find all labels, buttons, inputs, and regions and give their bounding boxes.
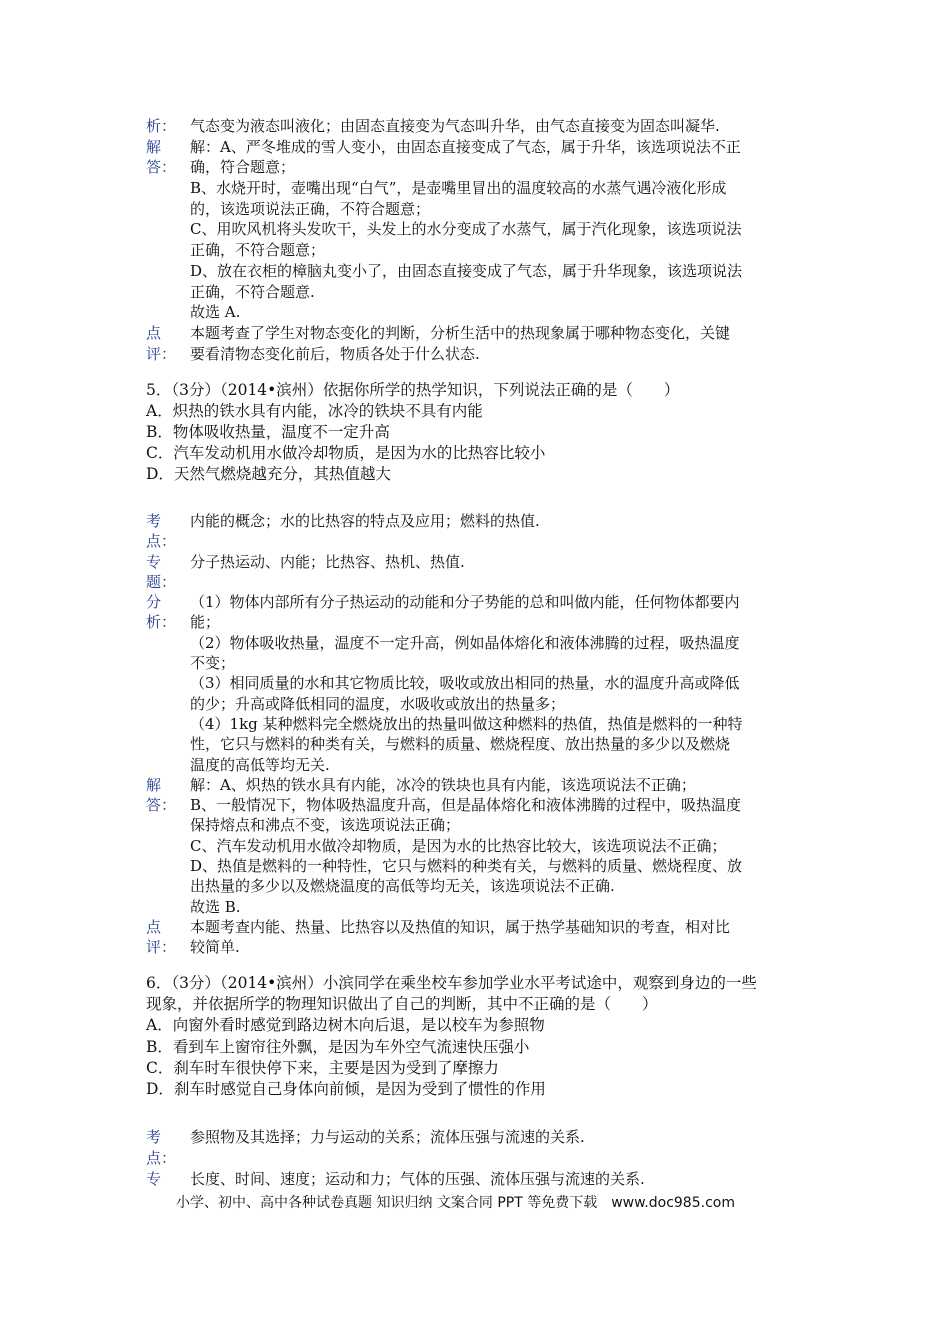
question-text: B．物体吸收热量，温度不一定升高 — [146, 423, 390, 441]
question-stem — [0, 380, 950, 401]
analysis-row — [0, 199, 950, 220]
analysis-row — [0, 653, 950, 673]
analysis-row — [0, 937, 950, 957]
question-text: A．炽热的铁水具有内能，冰冷的铁块不具有内能 — [146, 402, 483, 420]
analysis-row — [0, 178, 950, 199]
analysis-row — [0, 856, 950, 876]
analysis-text: C、用吹风机将头发吹干，头发上的水分变成了水蒸气，属于汽化现象，该选项说法 — [190, 220, 742, 239]
analysis-text: 故选 A. — [190, 303, 241, 322]
analysis-row — [0, 511, 950, 531]
analysis-text: （3）相同质量的水和其它物质比较，吸收或放出相同的热量，水的温度升高或降低 — [190, 674, 740, 693]
question-text: 现象，并依据所学的物理知识做出了自己的判断，其中不正确的是（ ） — [146, 995, 658, 1014]
section-label: 点： — [146, 1149, 177, 1167]
analysis-text: 本题考查了学生对物态变化的判断，分析生活中的热现象属于哪种物态变化，关键 — [190, 323, 731, 342]
analysis-text: 不变； — [190, 654, 236, 673]
analysis-text: C、汽车发动机用水做冷却物质，是因为水的比热容比较大，该选项说法不正确； — [190, 836, 727, 855]
section-label: 答： — [146, 158, 177, 177]
section-label: 考 — [146, 512, 162, 530]
analysis-text: 解：A、炽热的铁水具有内能，冰冷的铁块也具有内能，该选项说法不正确； — [190, 775, 696, 794]
analysis-row — [0, 734, 950, 754]
analysis-text: 能； — [190, 613, 221, 632]
analysis-text: 参照物及其选择；力与运动的关系；流体压强与流速的关系. — [190, 1128, 585, 1146]
section-label: 分 — [146, 593, 162, 612]
analysis-row — [0, 673, 950, 693]
q4-analysis-block — [0, 116, 950, 364]
analysis-text: 出热量的多少以及燃烧温度的高低等均无关，该选项说法不正确. — [190, 877, 615, 896]
analysis-row — [0, 137, 950, 158]
analysis-text: （1）物体内部所有分子热运动的动能和分子势能的总和叫做内能，任何物体都要内 — [190, 593, 740, 612]
analysis-text: 性，它只与燃料的种类有关，与燃料的质量、燃烧程度、放出热量的多少以及燃烧 — [190, 735, 731, 754]
analysis-text: D、热值是燃料的一种特性，它只与燃料的种类有关，与燃料的质量、燃烧程度、放 — [190, 857, 743, 876]
question-option — [0, 1015, 950, 1036]
analysis-row — [0, 612, 950, 632]
q6-question — [0, 973, 950, 1100]
q5-question — [0, 380, 950, 485]
analysis-text: B、水烧开时，壶嘴出现“白气”，是壶嘴里冒出的温度较高的水蒸气遇冷液化形成 — [190, 179, 727, 198]
question-text: 6．（3分）（2014•滨州）小滨同学在乘坐校车参加学业水平考试途中，观察到身边的一些 — [146, 974, 757, 992]
analysis-row — [0, 116, 950, 137]
analysis-text: 较简单. — [190, 938, 240, 957]
analysis-text: 的，该选项说法正确，不符合题意； — [190, 199, 431, 218]
analysis-text: 温度的高低等均无关. — [190, 755, 330, 774]
section-label: 专 — [146, 1170, 162, 1188]
section-label: 题： — [146, 572, 177, 591]
question-text: D．天然气燃烧越充分，其热值越大 — [146, 465, 391, 483]
analysis-text: B、一般情况下，物体吸热温度升高，但是晶体熔化和液体沸腾的过程中，吸热温度 — [190, 796, 742, 815]
analysis-row — [0, 795, 950, 815]
analysis-text: 确，符合题意； — [190, 158, 296, 177]
question-option — [0, 1037, 950, 1058]
analysis-row — [0, 219, 950, 240]
analysis-row — [0, 1148, 950, 1169]
question-option — [0, 464, 950, 485]
analysis-text: （2）物体吸收热量，温度不一定升高，例如晶体熔化和液体沸腾的过程，吸热温度 — [190, 633, 740, 652]
analysis-text: 气态变为液态叫液化；由固态直接变为气态叫升华，由气态直接变为固态叫凝华. — [190, 117, 720, 135]
section-label: 点 — [146, 917, 162, 936]
question-text: C．刹车时车很快停下来，主要是因为受到了摩擦力 — [146, 1058, 499, 1077]
section-label: 答： — [146, 796, 177, 815]
section-label: 析： — [146, 613, 177, 632]
q5-analysis-block — [0, 511, 950, 958]
analysis-text: D、放在衣柜的樟脑丸变小了，由固态直接变成了气态，属于升华现象，该选项说法 — [190, 261, 743, 280]
analysis-text: 内能的概念；水的比热容的特点及应用；燃料的热值. — [190, 512, 540, 530]
question-text: 5．（3分）（2014•滨州）依据你所学的热学知识，下列说法正确的是（ ） — [146, 381, 680, 399]
analysis-text: 保持熔点和沸点不变，该选项说法正确； — [190, 816, 461, 835]
analysis-row — [0, 323, 950, 344]
analysis-row — [0, 1169, 950, 1190]
analysis-row — [0, 157, 950, 178]
question-option — [0, 1058, 950, 1079]
question-stem — [0, 973, 950, 994]
analysis-text: 解：A、严冬堆成的雪人变小，由固态直接变成了气态，属于升华，该选项说法不正 — [190, 137, 741, 156]
analysis-row — [0, 240, 950, 261]
analysis-text: 正确，不符合题意. — [190, 282, 315, 301]
section-label: 析： — [146, 117, 177, 135]
footer-ad: 小学、初中、高中各种试卷真题 知识归纳 文案合同 PPT 等免费下载 www.doc985.com — [176, 1195, 735, 1211]
section-label: 专 — [146, 552, 162, 571]
analysis-row — [0, 1127, 950, 1148]
question-text: C．汽车发动机用水做冷却物质，是因为水的比热容比较小 — [146, 444, 546, 462]
analysis-row — [0, 694, 950, 714]
analysis-row — [0, 261, 950, 282]
analysis-row — [0, 714, 950, 734]
analysis-row — [0, 282, 950, 303]
section-label: 解 — [146, 137, 162, 156]
section-label: 点 — [146, 323, 162, 342]
question-text: B．看到车上窗帘往外飘，是因为车外空气流速快压强小 — [146, 1037, 530, 1056]
analysis-row — [0, 344, 950, 365]
section-label: 评： — [146, 344, 177, 363]
analysis-row — [0, 592, 950, 612]
analysis-text: 分子热运动、内能；比热容、热机、热值. — [190, 552, 465, 571]
q6-analysis-block — [0, 1127, 950, 1190]
analysis-text: 长度、时间、速度；运动和力；气体的压强、流体压强与流速的关系. — [190, 1170, 645, 1188]
question-text: A．向窗外看时感觉到路边树木向后退，是以校车为参照物 — [146, 1016, 545, 1035]
analysis-row — [0, 552, 950, 572]
section-label: 评： — [146, 938, 177, 957]
analysis-text: 要看清物态变化前后，物质各处于什么状态. — [190, 344, 480, 363]
analysis-row — [0, 775, 950, 795]
question-option — [0, 401, 950, 422]
analysis-text: 正确，不符合题意； — [190, 241, 326, 260]
section-label: 解 — [146, 775, 162, 794]
analysis-text: 故选 B. — [190, 897, 241, 916]
question-option — [0, 994, 950, 1015]
analysis-row — [0, 836, 950, 856]
question-option — [0, 422, 950, 443]
analysis-row — [0, 302, 950, 323]
question-option — [0, 1079, 950, 1100]
analysis-row — [0, 633, 950, 653]
analysis-row — [0, 917, 950, 937]
analysis-row — [0, 572, 950, 592]
analysis-row — [0, 876, 950, 896]
section-label: 考 — [146, 1128, 162, 1146]
analysis-text: 本题考查内能、热量、比热容以及热值的知识，属于热学基础知识的考查，相对比 — [190, 917, 731, 936]
question-option — [0, 443, 950, 464]
analysis-row — [0, 755, 950, 775]
section-label: 点： — [146, 532, 177, 551]
analysis-text: 的少；升高或降低相同的温度，水吸收或放出的热量多； — [190, 694, 566, 713]
analysis-row — [0, 531, 950, 551]
question-text: D．刹车时感觉自己身体向前倾，是因为受到了惯性的作用 — [146, 1079, 546, 1098]
analysis-text: （4）1kg 某种燃料完全燃烧放出的热量叫做这种燃料的热值，热值是燃料的一种特 — [190, 714, 743, 733]
analysis-row — [0, 815, 950, 835]
analysis-row — [0, 897, 950, 917]
